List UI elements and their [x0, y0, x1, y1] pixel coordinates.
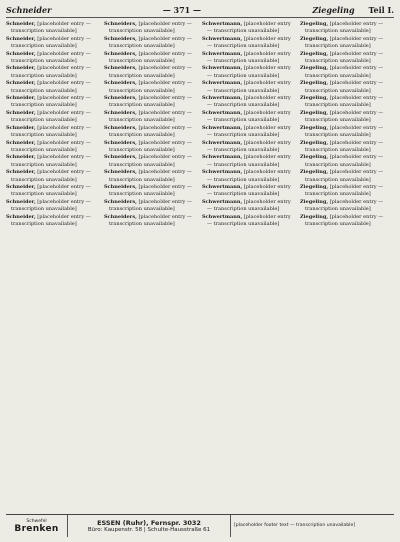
- header-right-word: Ziegeling: [312, 5, 355, 15]
- entry-surname: Schwertmann,: [202, 139, 243, 146]
- entry-details: [placeholder entry — transcription unavailable]: [109, 169, 192, 183]
- directory-column: [104, 21, 198, 512]
- entry-details: [placeholder entry — transcription unavailable]: [305, 50, 384, 65]
- entry-surname: Schneiders,: [104, 198, 137, 205]
- directory-entry: [6, 140, 100, 155]
- ad-small-label: Schwefel: [26, 518, 47, 524]
- entry-details: [placeholder entry — transcription unavailable]: [109, 21, 192, 35]
- entry-surname: Ziegeling,: [300, 154, 329, 161]
- header-rule: [6, 17, 394, 18]
- entry-surname: Ziegeling,: [300, 169, 329, 176]
- page-number: — 371 —: [162, 5, 201, 15]
- entry-details: [placeholder entry — transcription unavailable]: [305, 213, 384, 227]
- entry-details: [placeholder entry — transcription unavailable]: [305, 124, 384, 139]
- directory-entry: [202, 184, 296, 199]
- directory-entry: [300, 51, 394, 66]
- entry-surname: Schneiders,: [104, 154, 137, 161]
- entry-details: [placeholder entry — transcription unavailable]: [207, 198, 291, 213]
- directory-entry: [104, 51, 198, 66]
- entry-surname: Schwertmann,: [202, 169, 243, 176]
- entry-details: [placeholder entry — transcription unavailable]: [207, 50, 291, 65]
- directory-entry: [6, 36, 100, 51]
- directory-column: [202, 21, 296, 512]
- entry-details: [placeholder entry — transcription unavailable]: [305, 21, 384, 35]
- directory-entry: [202, 65, 296, 80]
- entry-details: [placeholder entry — transcription unavailable]: [11, 21, 91, 35]
- directory-entry: [202, 110, 296, 125]
- entry-details: [placeholder entry — transcription unavailable]: [305, 198, 384, 213]
- directory-entry: [6, 154, 100, 169]
- ad-description: [placeholder footer text — transcription unavailable]: [234, 523, 356, 528]
- directory-entry: [6, 125, 100, 140]
- entry-surname: Schwertmann,: [202, 21, 243, 27]
- entry-surname: Ziegeling,: [300, 21, 329, 27]
- entry-details: [placeholder entry — transcription unavailable]: [207, 139, 291, 153]
- directory-entry: [202, 169, 296, 184]
- entry-surname: Schwertmann,: [202, 124, 243, 131]
- entry-surname: Schneiders,: [104, 124, 137, 131]
- entry-surname: Schneider,: [6, 139, 36, 146]
- entry-surname: Schneider,: [6, 198, 36, 205]
- ad-company-name: Brenken: [14, 523, 59, 534]
- entry-details: [placeholder entry — transcription unavailable]: [305, 154, 384, 168]
- entry-surname: Ziegeling,: [300, 124, 329, 131]
- directory-entry: [300, 110, 394, 125]
- ad-address-block: [68, 515, 231, 537]
- entry-surname: Ziegeling,: [300, 183, 329, 190]
- entry-details: [placeholder entry — transcription unavailable]: [305, 35, 384, 50]
- entry-surname: Schneider,: [6, 109, 36, 116]
- entry-surname: Schwertmann,: [202, 154, 243, 161]
- directory-entry: [202, 214, 296, 229]
- ad-city-phone: ESSEN (Ruhr), Fernspr. 3032: [97, 519, 201, 527]
- entry-details: [placeholder entry — transcription unavailable]: [305, 95, 384, 109]
- entry-details: [placeholder entry — transcription unavailable]: [109, 95, 192, 109]
- entry-details: [placeholder entry — transcription unavailable]: [11, 198, 91, 213]
- directory-entry: [202, 21, 296, 36]
- entry-surname: Schwertmann,: [202, 198, 243, 205]
- directory-entry: [202, 125, 296, 140]
- entry-details: [placeholder entry — transcription unavailable]: [305, 139, 384, 153]
- header-part-tag: Teil I.: [368, 5, 394, 15]
- entry-details: [placeholder entry — transcription unavailable]: [11, 169, 91, 183]
- entry-details: [placeholder entry — transcription unavailable]: [207, 65, 291, 79]
- entry-surname: Ziegeling,: [300, 80, 329, 87]
- directory-entry: [300, 65, 394, 80]
- entry-details: [placeholder entry — transcription unavailable]: [207, 80, 291, 94]
- entry-surname: Schneiders,: [104, 169, 137, 176]
- entry-surname: Schneider,: [6, 95, 36, 102]
- entry-surname: Schneider,: [6, 65, 36, 72]
- directory-entry: [6, 169, 100, 184]
- entry-details: [placeholder entry — transcription unavailable]: [11, 109, 91, 124]
- ad-company-block: [6, 515, 68, 537]
- directory-entry: [202, 95, 296, 110]
- directory-entry: [6, 184, 100, 199]
- entry-surname: Schneiders,: [104, 95, 137, 102]
- page-header: [6, 4, 394, 16]
- entry-details: [placeholder entry — transcription unavailable]: [109, 50, 192, 65]
- entry-surname: Schneiders,: [104, 21, 137, 27]
- entry-details: [placeholder entry — transcription unavailable]: [109, 124, 192, 139]
- directory-entry: [104, 154, 198, 169]
- entry-surname: Schneiders,: [104, 109, 137, 116]
- entry-surname: Schwertmann,: [202, 95, 243, 102]
- directory-entry: [104, 110, 198, 125]
- entry-surname: Schwertmann,: [202, 65, 243, 72]
- entry-details: [placeholder entry — transcription unavailable]: [11, 124, 91, 139]
- entry-columns: [6, 21, 394, 512]
- entry-surname: Ziegeling,: [300, 139, 329, 146]
- entry-surname: Schneiders,: [104, 80, 137, 87]
- directory-entry: [6, 65, 100, 80]
- directory-entry: [202, 51, 296, 66]
- entry-surname: Schneider,: [6, 50, 36, 57]
- entry-surname: Schneiders,: [104, 50, 137, 57]
- directory-entry: [300, 169, 394, 184]
- entry-surname: Schneiders,: [104, 65, 137, 72]
- directory-entry: [6, 80, 100, 95]
- entry-details: [placeholder entry — transcription unavailable]: [207, 109, 291, 124]
- directory-entry: [300, 184, 394, 199]
- directory-column: [300, 21, 394, 512]
- entry-surname: Schwertmann,: [202, 80, 243, 87]
- directory-entry: [202, 140, 296, 155]
- directory-entry: [300, 199, 394, 214]
- entry-details: [placeholder entry — transcription unavailable]: [11, 35, 91, 50]
- footer-advertisement: [6, 514, 394, 537]
- directory-entry: [104, 21, 198, 36]
- entry-details: [placeholder entry — transcription unavailable]: [11, 183, 91, 198]
- directory-entry: [104, 95, 198, 110]
- entry-details: [placeholder entry — transcription unavailable]: [109, 109, 192, 124]
- entry-surname: Schneider,: [6, 213, 36, 220]
- ad-address: Büro: Kaupenstr. 58 | Schulte-Hausstraße 61: [87, 527, 211, 533]
- entry-details: [placeholder entry — transcription unavailable]: [207, 213, 291, 227]
- entry-surname: Schneider,: [6, 183, 36, 190]
- entry-surname: Schneiders,: [104, 139, 137, 146]
- entry-details: [placeholder entry — transcription unavailable]: [207, 124, 291, 139]
- entry-surname: Schneider,: [6, 21, 36, 27]
- entry-details: [placeholder entry — transcription unavailable]: [109, 80, 192, 94]
- directory-entry: [300, 140, 394, 155]
- entry-details: [placeholder entry — transcription unavailable]: [207, 154, 291, 168]
- entry-details: [placeholder entry — transcription unavailable]: [11, 65, 91, 79]
- directory-entry: [300, 21, 394, 36]
- directory-entry: [300, 36, 394, 51]
- entry-details: [placeholder entry — transcription unavailable]: [109, 154, 192, 168]
- entry-details: [placeholder entry — transcription unavailable]: [305, 109, 384, 124]
- entry-surname: Schwertmann,: [202, 213, 243, 220]
- directory-entry: [202, 36, 296, 51]
- entry-surname: Schneider,: [6, 124, 36, 131]
- directory-entry: [104, 184, 198, 199]
- entry-surname: Ziegeling,: [300, 65, 329, 72]
- entry-details: [placeholder entry — transcription unavailable]: [207, 169, 291, 183]
- entry-surname: Schneider,: [6, 169, 36, 176]
- directory-entry: [6, 51, 100, 66]
- directory-entry: [202, 154, 296, 169]
- entry-surname: Ziegeling,: [300, 95, 329, 102]
- entry-details: [placeholder entry — transcription unavailable]: [109, 183, 192, 198]
- entry-surname: Ziegeling,: [300, 35, 329, 42]
- entry-details: [placeholder entry — transcription unavailable]: [305, 80, 384, 94]
- entry-surname: Ziegeling,: [300, 50, 329, 57]
- directory-entry: [202, 199, 296, 214]
- entry-surname: Schneiders,: [104, 35, 137, 42]
- entry-surname: Schneider,: [6, 154, 36, 161]
- entry-details: [placeholder entry — transcription unavailable]: [11, 213, 91, 227]
- directory-entry: [104, 140, 198, 155]
- entry-details: [placeholder entry — transcription unavailable]: [109, 35, 192, 50]
- entry-details: [placeholder entry — transcription unavailable]: [11, 50, 91, 65]
- directory-entry: [104, 36, 198, 51]
- directory-entry: [300, 125, 394, 140]
- header-left-word: Schneider: [6, 5, 52, 15]
- directory-entry: [104, 125, 198, 140]
- entry-details: [placeholder entry — transcription unavailable]: [305, 65, 384, 79]
- directory-column: [6, 21, 100, 512]
- entry-details: [placeholder entry — transcription unavailable]: [305, 183, 384, 198]
- entry-surname: Schwertmann,: [202, 35, 243, 42]
- entry-details: [placeholder entry — transcription unavailable]: [207, 95, 291, 109]
- directory-entry: [6, 21, 100, 36]
- directory-entry: [104, 80, 198, 95]
- header-right: [312, 5, 394, 15]
- directory-entry: [202, 80, 296, 95]
- entry-surname: Ziegeling,: [300, 213, 329, 220]
- entry-details: [placeholder entry — transcription unavailable]: [11, 139, 91, 153]
- directory-entry: [104, 199, 198, 214]
- entry-surname: Schwertmann,: [202, 50, 243, 57]
- directory-entry: [300, 214, 394, 229]
- directory-entry: [104, 214, 198, 229]
- directory-entry: [6, 110, 100, 125]
- directory-entry: [300, 80, 394, 95]
- directory-entry: [6, 95, 100, 110]
- entry-surname: Schwertmann,: [202, 183, 243, 190]
- entry-surname: Ziegeling,: [300, 198, 329, 205]
- entry-details: [placeholder entry — transcription unavailable]: [11, 80, 91, 94]
- entry-details: [placeholder entry — transcription unavailable]: [11, 95, 91, 109]
- directory-entry: [6, 214, 100, 229]
- directory-entry: [300, 154, 394, 169]
- entry-surname: Schneiders,: [104, 183, 137, 190]
- directory-entry: [104, 65, 198, 80]
- entry-details: [placeholder entry — transcription unavailable]: [207, 35, 291, 50]
- entry-details: [placeholder entry — transcription unavailable]: [109, 198, 192, 213]
- entry-details: [placeholder entry — transcription unavailable]: [109, 65, 192, 79]
- entry-surname: Schneiders,: [104, 213, 137, 220]
- entry-surname: Schneider,: [6, 35, 36, 42]
- directory-entry: [300, 95, 394, 110]
- entry-surname: Schwertmann,: [202, 109, 243, 116]
- entry-details: [placeholder entry — transcription unavailable]: [109, 213, 192, 227]
- directory-entry: [104, 169, 198, 184]
- entry-details: [placeholder entry — transcription unavailable]: [11, 154, 91, 168]
- entry-details: [placeholder entry — transcription unavailable]: [207, 21, 291, 35]
- entry-details: [placeholder entry — transcription unavailable]: [207, 183, 291, 198]
- entry-surname: Schneider,: [6, 80, 36, 87]
- entry-surname: Ziegeling,: [300, 109, 329, 116]
- entry-details: [placeholder entry — transcription unavailable]: [109, 139, 192, 153]
- directory-entry: [6, 199, 100, 214]
- entry-details: [placeholder entry — transcription unavailable]: [305, 169, 384, 183]
